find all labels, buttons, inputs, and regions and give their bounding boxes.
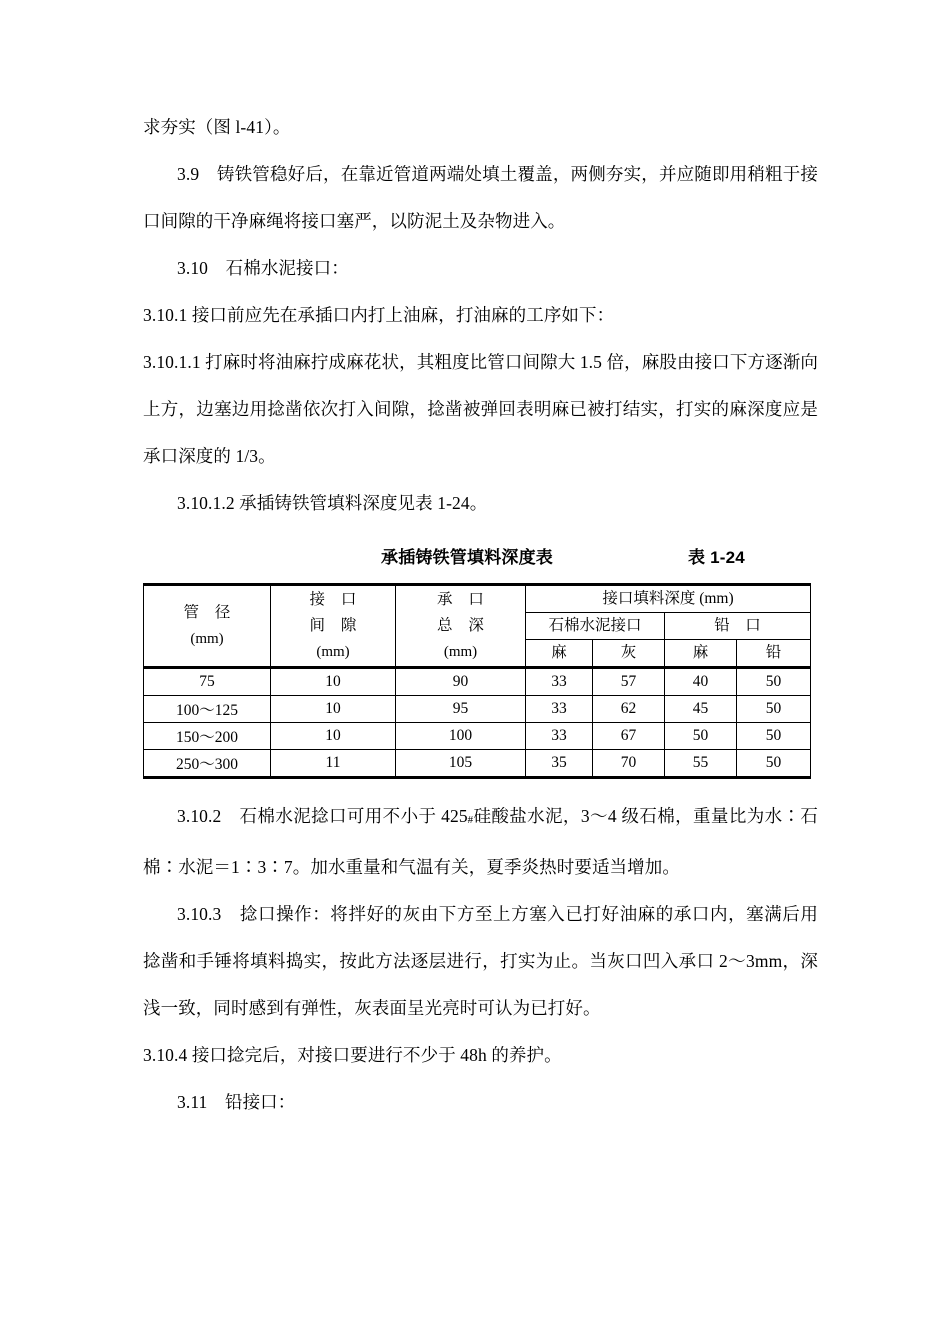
cell-hemp-lead: 45 (665, 696, 737, 723)
table-row (144, 696, 811, 723)
cell-lead: 50 (737, 668, 811, 696)
paragraph-3-10-2-part2: 硅酸盐水泥，3～4 级石棉，重量比为水∶石棉∶水泥＝1∶3∶7。加水重量和气温有关，夏季炎热时要适当增加。 (143, 806, 818, 877)
paragraph-3-10-1-1: 3.10.1.1 打麻时将油麻拧成麻花状，其粗度比管口间隙大 1.5 倍，麻股由接口下方逐渐向上方，边塞边用捻凿依次打入间隙，捻凿被弹回表明麻已被打结实，打实的麻深度应是承口深度的 1/3。 (143, 352, 818, 466)
cell-diameter: 250～300 (144, 750, 271, 778)
table-number: 表 1-24 (688, 548, 745, 567)
cell-hemp-ac: 33 (526, 723, 593, 750)
cell-hemp-lead: 50 (665, 723, 737, 750)
header-cement: 灰 (593, 640, 665, 668)
paragraph-3-10-2-part1: 3.10.2 石棉水泥捻口可用不小于 425 (177, 806, 468, 826)
table-row (144, 723, 811, 750)
cell-hemp-lead: 40 (665, 668, 737, 696)
paragraph-figure-reference: 求夯实（图 l-41）。 (143, 117, 291, 137)
cell-hemp-ac: 35 (526, 750, 593, 778)
cell-depth: 90 (396, 668, 526, 696)
header-socket-total-depth: 承 口 总 深 (mm) (396, 585, 526, 668)
cell-gap: 10 (271, 696, 396, 723)
cell-depth: 105 (396, 750, 526, 778)
cell-diameter: 150～200 (144, 723, 271, 750)
cell-diameter: 75 (144, 668, 271, 696)
table-header-row-1 (144, 585, 811, 613)
document-body (143, 104, 818, 1126)
paragraph-3-10-4: 3.10.4 接口捻完后，对接口要进行不少于 48h 的养护。 (143, 1045, 562, 1065)
header-hemp-1: 麻 (526, 640, 593, 668)
table-caption (143, 543, 818, 577)
header-pipe-diameter: 管 径 (mm) (144, 585, 271, 668)
header-subgroup-asbestos-cement: 石棉水泥接口 (526, 613, 665, 640)
grade-hash-mark: # (467, 814, 474, 826)
paragraph-3-10-3: 3.10.3 捻口操作：将拌好的灰由下方至上方塞入已打好油麻的承口内，塞满后用捻凿和手锤将填料捣实，按此方法逐层进行，打实为止。当灰口凹入承口 2～3mm，深浅一致，同时感到有弹性，灰表面呈光亮时可认为已打好。 (143, 904, 818, 1018)
pipe-filler-depth-table (143, 583, 811, 779)
paragraph-3-11: 3.11 铅接口： (177, 1092, 296, 1112)
header-subgroup-lead: 铅 口 (665, 613, 811, 640)
paragraph-3-10-1-2: 3.10.1.2 承插铸铁管填料深度见表 1-24。 (177, 493, 488, 513)
cell-hemp-ac: 33 (526, 696, 593, 723)
cell-lead: 50 (737, 750, 811, 778)
cell-hemp-lead: 55 (665, 750, 737, 778)
header-lead: 铅 (737, 640, 811, 668)
header-group-filler-depth: 接口填料深度 (mm) (526, 585, 811, 613)
cell-depth: 95 (396, 696, 526, 723)
paragraph-3-10: 3.10 石棉水泥接口： (177, 258, 349, 278)
cell-hemp-ac: 33 (526, 668, 593, 696)
cell-depth: 100 (396, 723, 526, 750)
header-hemp-2: 麻 (665, 640, 737, 668)
cell-gap: 10 (271, 723, 396, 750)
paragraph-3-9: 3.9 铸铁管稳好后，在靠近管道两端处填土覆盖，两侧夯实，并应随即用稍粗于接口间隙的干净麻绳将接口塞严，以防泥土及杂物进入。 (143, 164, 818, 231)
cell-cement-ac: 57 (593, 668, 665, 696)
cell-lead: 50 (737, 696, 811, 723)
cell-cement-ac: 70 (593, 750, 665, 778)
cell-gap: 11 (271, 750, 396, 778)
cell-lead: 50 (737, 723, 811, 750)
table-title: 承插铸铁管填料深度表 (381, 548, 553, 567)
cell-cement-ac: 67 (593, 723, 665, 750)
paragraph-3-10-2 (143, 793, 818, 891)
cell-gap: 10 (271, 668, 396, 696)
table-row (144, 668, 811, 696)
header-joint-gap: 接 口 间 隙 (mm) (271, 585, 396, 668)
cell-cement-ac: 62 (593, 696, 665, 723)
cell-diameter: 100～125 (144, 696, 271, 723)
table-row (144, 750, 811, 778)
paragraph-3-10-1: 3.10.1 接口前应先在承插口内打上油麻，打油麻的工序如下： (143, 305, 615, 325)
